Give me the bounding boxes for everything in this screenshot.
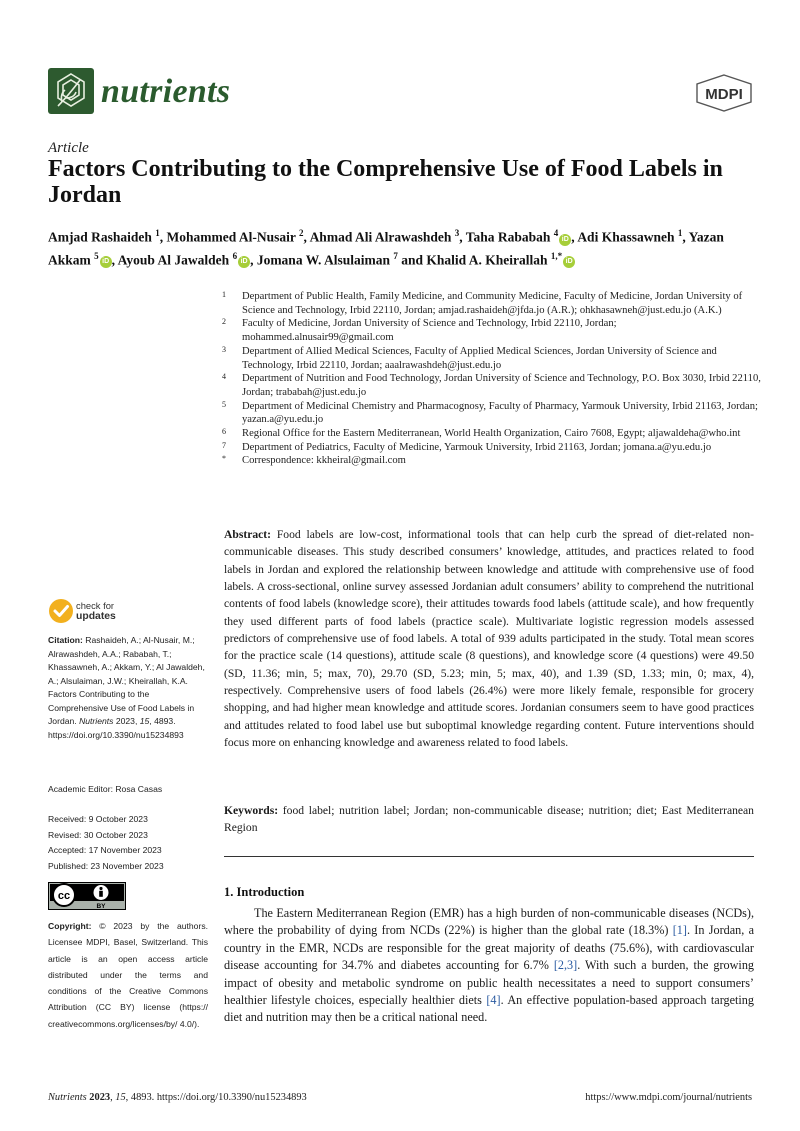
author-name[interactable]: Jomana W. Alsulaiman (256, 252, 390, 267)
author-affiliation-marker: 6 (232, 250, 238, 261)
footer-doi[interactable]: , 4893. https://doi.org/10.3390/nu15234893 (125, 1092, 307, 1103)
affiliation-item (222, 345, 762, 372)
introduction-paragraph (224, 905, 754, 1027)
leaf-icon (48, 68, 94, 114)
footer-year: 2023 (89, 1092, 111, 1103)
check-updates-icon (48, 598, 74, 624)
copyright-notice (48, 918, 208, 1032)
academic-editor: Academic Editor: Rosa Casas (48, 784, 163, 794)
affiliation-number: 7 (222, 440, 226, 450)
article-type: Article (48, 140, 89, 156)
check-updates-line1: check for (76, 600, 115, 611)
date-received: Received: 9 October 2023 (48, 814, 148, 824)
author-name[interactable]: Taha Rababah (465, 229, 551, 245)
author-list: Amjad Rashaideh $^1$, Mohammed Al-Nusair $^2$, Ahmad Ali Alrawashdeh $^3$, Taha Rababah $^4$iD , Adi Khassawneh $^1$, Yazan Akkam $^5$iD , Ayoub Al Jawaldeh $^6$iD , Jomana W. Alsulaiman $^7$ and Khalid A. Kheirallah $^{1,*}$iD (48, 228, 724, 267)
author-name[interactable]: Mohammed Al-Nusair (166, 229, 296, 245)
author-name[interactable]: Khalid A. Kheirallah (426, 252, 548, 267)
abstract-text: Food labels are low-cost, informational tools that can help curb the spread of diet-related non-communicable diseases. This study described consumers’ knowledge, attitudes, and practices related to food labels in Jordan and explored the relationship between knowledge and attitude with comprehensive use of food labels. A cross-sectional, online survey assessed Jordanian adult consumers’ ability to comprehend the nutritional contents of food labels (knowledge score), their attitudes towards food labels (attitude scale), and how frequently they used different parts of food labels (practice scale). Multivariate logistic regression models assessed predictors of comprehensive use of food labels. A total of 939 adults participated in the study. Total mean scores for the practice scale (14 questions), attitude scale (8 questions), and knowledge score (4 questions) were 49.50 (SD, 11.36; min, 5; max, 70), 29.70 (SD, 5.23; min, 5; max, 40), and 1.39 (SD, 1.33; min, 0; max, 4), respectively. Comprehensive users of food labels (26.4%) were more likely female, responsible for grocery shopping, and had higher mean knowledge and attitude scores. Jordanian consumers seem to have good practices and attitudes related to food label use but suboptimal knowledge regarding content. Future interventions should focus more on enhancing knowledge and awareness related to food labels. (224, 528, 754, 750)
cc-text: cc (57, 890, 71, 902)
section-divider (224, 856, 754, 857)
citation-link[interactable]: [4] (486, 993, 501, 1008)
footer-journal-url[interactable]: https://www.mdpi.com/journal/nutrients (585, 1092, 752, 1103)
citation-doi[interactable]: , 4893. https://doi.org/10.3390/nu15234893 (48, 716, 184, 740)
author-name[interactable]: Yazan Akkam (48, 229, 724, 267)
affiliation-text: Correspondence: kkheiral@gmail.com (242, 455, 406, 467)
author-name[interactable]: Amjad Rashaideh (48, 229, 152, 245)
author-affiliation-marker: 1,* (550, 250, 563, 261)
citation-link[interactable]: [2,3] (553, 958, 578, 973)
author-affiliation-marker: 5 (94, 250, 99, 261)
affiliation-item (222, 454, 762, 468)
keywords-text: food label; nutrition label; Jordan; non-communicable disease; nutrition; diet; East Mediterranean Region (224, 804, 754, 835)
orcid-icon[interactable]: iD (559, 234, 571, 246)
date-accepted: Accepted: 17 November 2023 (48, 845, 162, 856)
affiliation-text: Department of Allied Medical Sciences, Faculty of Applied Medical Sciences, Jordan University of Science and Technology, Irbid 22110, Jordan; aaalrawashdeh@just.edu.jo (242, 345, 717, 371)
date-revised: Revised: 30 October 2023 (48, 829, 148, 840)
copyright-label: Copyright: (48, 921, 92, 931)
affiliation-text: Department of Nutrition and Food Technology, Jordan University of Science and Technology, P.O. Box 3030, Irbid 22110, Jordan; trababah@just.edu.jo (242, 373, 761, 398)
affiliation-item (222, 317, 762, 344)
check-for-updates-button[interactable] (48, 598, 188, 624)
copyright-text: © 2023 by the authors. Licensee MDPI, Basel, Switzerland. This article is an open access article distributed under the terms and conditions of the Creative Commons Attribution (CC BY) license (https:// creativecommons.org/licenses/by/ 4.0/). (48, 921, 209, 1029)
author-affiliation-marker: 7 (393, 250, 398, 261)
affiliation-item (222, 290, 762, 317)
author-name[interactable]: Ahmad Ali Alrawashdeh (309, 229, 452, 245)
creative-commons-icon (48, 882, 126, 910)
affiliations (222, 290, 762, 468)
keywords (224, 802, 754, 837)
article-title: Factors Contributing to the Comprehensive Use of Food Labels in Jordan (48, 156, 723, 208)
journal-name[interactable]: nutrients (101, 73, 231, 110)
affiliation-number: * (222, 454, 226, 464)
citation-volume: 15 (139, 716, 150, 726)
intro-text-2: . In Jordan, a country in the EMR, NCDs are responsible for the great majority of deaths (75.6%), with cardiovascular disease accounting for 34.7% and diabetes accounting for 6.7% (224, 923, 754, 973)
author-affiliation-marker: 3 (454, 228, 460, 238)
affiliation-text: Department of Public Health, Family Medicine, and Community Medicine, Faculty of Medicine, Jordan University of Science and Technology, Irbid 22110, Jordan; amjad.rashaideh@jfda.jo (A.R.); ohkhasawneh@just.edu.jo (A.K.) (242, 291, 743, 316)
affiliation-text: Regional Office for the Eastern Mediterranean, World Health Organization, Cairo 7608, Egypt; aljawaldeha@who.int (242, 428, 741, 440)
affiliation-number: 6 (222, 427, 226, 437)
affiliation-number: 3 (222, 344, 226, 354)
citation-journal: Nutrients (79, 716, 114, 726)
abstract (224, 526, 754, 751)
citation-year: 2023 (115, 716, 135, 726)
affiliation-number: 4 (222, 372, 226, 382)
date-published: Published: 23 November 2023 (48, 861, 164, 872)
intro-text-1: The Eastern Mediterranean Region (EMR) has a high burden of non-communicable diseases (NCDs), where the probability of dying from NCDs (22%) is higher than the global rate (18.3%) (224, 906, 754, 938)
affiliation-text: Department of Pediatrics, Faculty of Medicine, Yarmouk University, Irbid 21163, Jordan; jomana.a@yu.edu.jo (242, 441, 712, 453)
affiliation-number: 5 (222, 399, 226, 409)
orcid-icon[interactable]: iD (238, 256, 250, 268)
keywords-label: Keywords: (224, 804, 279, 817)
affiliation-text: Department of Medicinal Chemistry and Pharmacognosy, Faculty of Pharmacy, Yarmouk University, Irbid 21163, Jordan; yazan.a@yu.edu.jo (242, 400, 758, 426)
affiliation-item (222, 441, 762, 455)
publisher-name: MDPI (705, 86, 743, 103)
orcid-icon[interactable]: iD (563, 256, 575, 268)
affiliation-number: 1 (222, 290, 226, 299)
cc-by-license-badge[interactable] (48, 882, 126, 910)
intro-text-4: . An effective population-based approach targeting diet and nutrition may then be a critical national need. (224, 993, 754, 1025)
check-updates-line2: updates (76, 611, 116, 622)
abstract-label: Abstract: (224, 528, 272, 541)
introduction-heading: 1. Introduction (224, 885, 305, 899)
orcid-icon[interactable]: iD (100, 256, 112, 268)
citation-block: Citation: Rashaideh, A.; Al-Nusair, M.; Alrawashdeh, A.A.; Rababah, T.; Khassawneh, A.; Akkam, Y.; Al Jawaldeh, A.; Alsulaiman, J.W.; Kheirallah, K.A. Factors Contributing to the Comprehensive Use of Food Labels in Jordan. Nutrients 2023, 15, 4893. https://doi.org/10.3390/nu15234893 (48, 635, 205, 740)
footer-citation: Nutrients 2023, 15, 4893. https://doi.org/10.3390/nu15234893 (48, 1092, 307, 1103)
publisher-logo[interactable] (695, 74, 753, 112)
footer-volume: 15 (115, 1092, 126, 1103)
journal-logo (48, 68, 94, 114)
publication-dates (48, 812, 208, 875)
affiliation-number: 2 (222, 317, 226, 327)
by-text: BY (96, 903, 106, 910)
author-affiliation-marker: 4 (553, 228, 559, 238)
author-name[interactable]: Adi Khassawneh (577, 229, 675, 245)
author-conjunction: and (401, 252, 424, 267)
affiliation-item (222, 427, 762, 441)
citation-label: Citation: (48, 635, 83, 645)
affiliation-text: Faculty of Medicine, Jordan University of Science and Technology, Irbid 22110, Jordan; mohammed.alnusair99@gmail.com (242, 318, 617, 344)
affiliation-item (222, 372, 762, 399)
citation-text: Rashaideh, A.; Al-Nusair, M.; Alrawashdeh, A.A.; Rababah, T.; Khassawneh, A.; Akkam, Y.; Al Jawaldeh, A.; Alsulaiman, J.W.; Kheirallah, K.A. Factors Contributing to the Comprehensive Use of Food Labels in Jordan. (48, 635, 205, 726)
author-affiliation-marker: 1 (677, 228, 683, 238)
affiliation-item (222, 400, 762, 427)
author-affiliation-marker: 1 (155, 228, 160, 238)
citation-link[interactable]: [1] (672, 923, 687, 938)
intro-text-3: . With such a burden, the growing impact of obesity and metabolic syndrome on public health necessitates a need to support consumers’ healthier lifestyle choices, especially healthier diets (224, 958, 755, 1008)
author-affiliation-marker: 2 (299, 228, 304, 238)
footer-journal: Nutrients (48, 1092, 87, 1103)
author-name[interactable]: Ayoub Al Jawaldeh (117, 252, 230, 267)
